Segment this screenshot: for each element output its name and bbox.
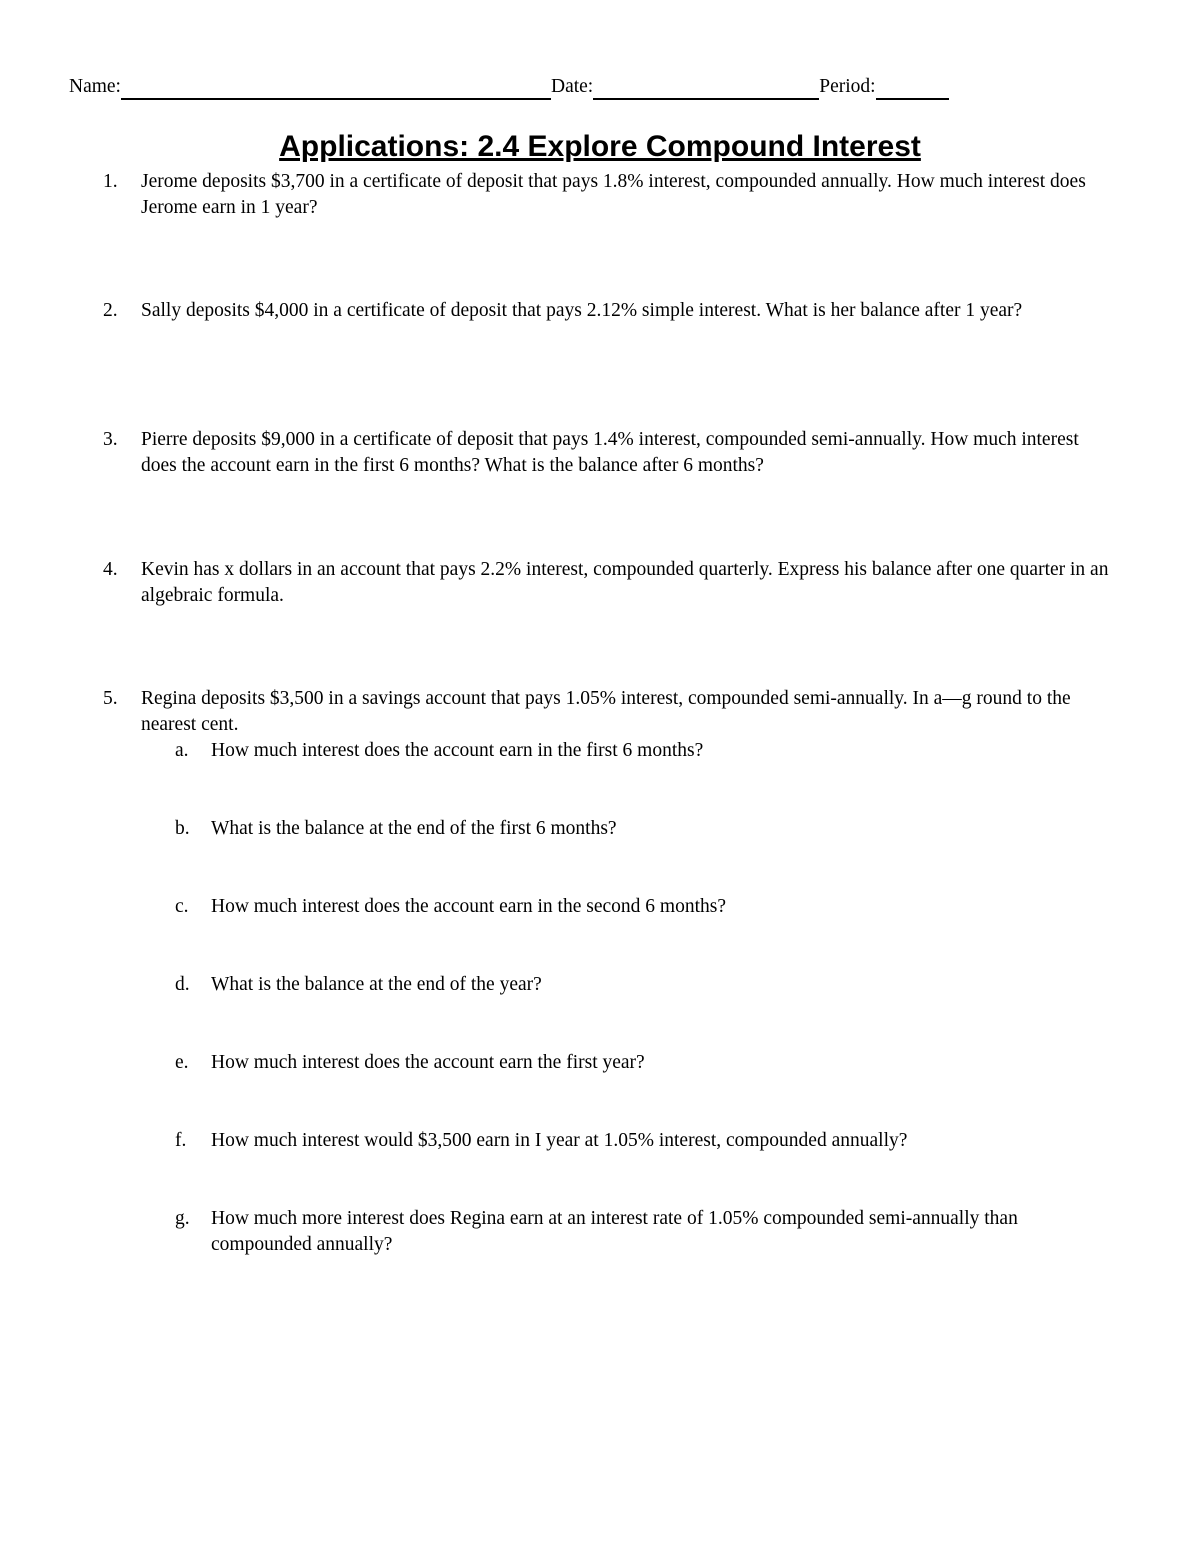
subquestion-letter: c. xyxy=(175,896,189,917)
subquestion-text: How much more interest does Regina earn at an interest rate of 1.05% compounded semi-annually than compounded annually? xyxy=(211,1208,1018,1255)
subquestion-text: What is the balance at the end of the first 6 months? xyxy=(211,818,617,839)
subquestion-text: How much interest does the account earn in the second 6 months? xyxy=(211,896,726,917)
name-blank[interactable] xyxy=(121,78,551,100)
subquestion-text: How much interest does the account earn in the first 6 months? xyxy=(211,740,704,761)
question-number: 1. xyxy=(103,171,118,192)
subquestion-text: How much interest would $3,500 earn in I year at 1.05% interest, compounded annually? xyxy=(211,1130,908,1151)
page-title: Applications: 2.4 Explore Compound Interest xyxy=(279,130,921,163)
date-label: Date: xyxy=(550,76,594,97)
question-number: 4. xyxy=(103,559,118,580)
date-blank[interactable] xyxy=(593,78,819,100)
subquestion-text: How much interest does the account earn the first year? xyxy=(211,1052,645,1073)
question-text: Pierre deposits $9,000 in a certificate of deposit that pays 1.4% interest, compounded semi-annually. How much interest does the account earn in the first 6 months? What is the balance after 6 months? xyxy=(141,429,1079,476)
question-text: Regina deposits $3,500 in a savings account that pays 1.05% interest, compounded semi-annually. In a—g round to the nearest cent. xyxy=(141,688,1071,735)
subquestion-letter: d. xyxy=(175,974,190,995)
subquestion-letter: e. xyxy=(175,1052,189,1073)
question-number: 5. xyxy=(103,688,118,709)
subquestion-text: What is the balance at the end of the year? xyxy=(211,974,542,995)
question-number: 2. xyxy=(103,300,118,321)
question-text: Jerome deposits $3,700 in a certificate of deposit that pays 1.8% interest, compounded annually. How much interest does Jerome earn in 1 year? xyxy=(141,171,1086,218)
subquestion-letter: f. xyxy=(175,1130,187,1151)
subquestion-letter: g. xyxy=(175,1208,190,1229)
student-info-line xyxy=(69,74,1069,100)
question-text: Kevin has x dollars in an account that pays 2.2% interest, compounded quarterly. Express his balance after one quarter in an algebraic formula. xyxy=(141,559,1109,606)
name-label: Name: xyxy=(69,76,121,97)
question-number: 3. xyxy=(103,429,118,450)
question-text: Sally deposits $4,000 in a certificate of deposit that pays 2.12% simple interest. What is her balance after 1 year? xyxy=(141,300,1023,321)
subquestion-letter: b. xyxy=(175,818,190,839)
subquestion-letter: a. xyxy=(175,740,189,761)
period-blank[interactable] xyxy=(876,78,949,100)
period-label: Period: xyxy=(819,76,876,97)
